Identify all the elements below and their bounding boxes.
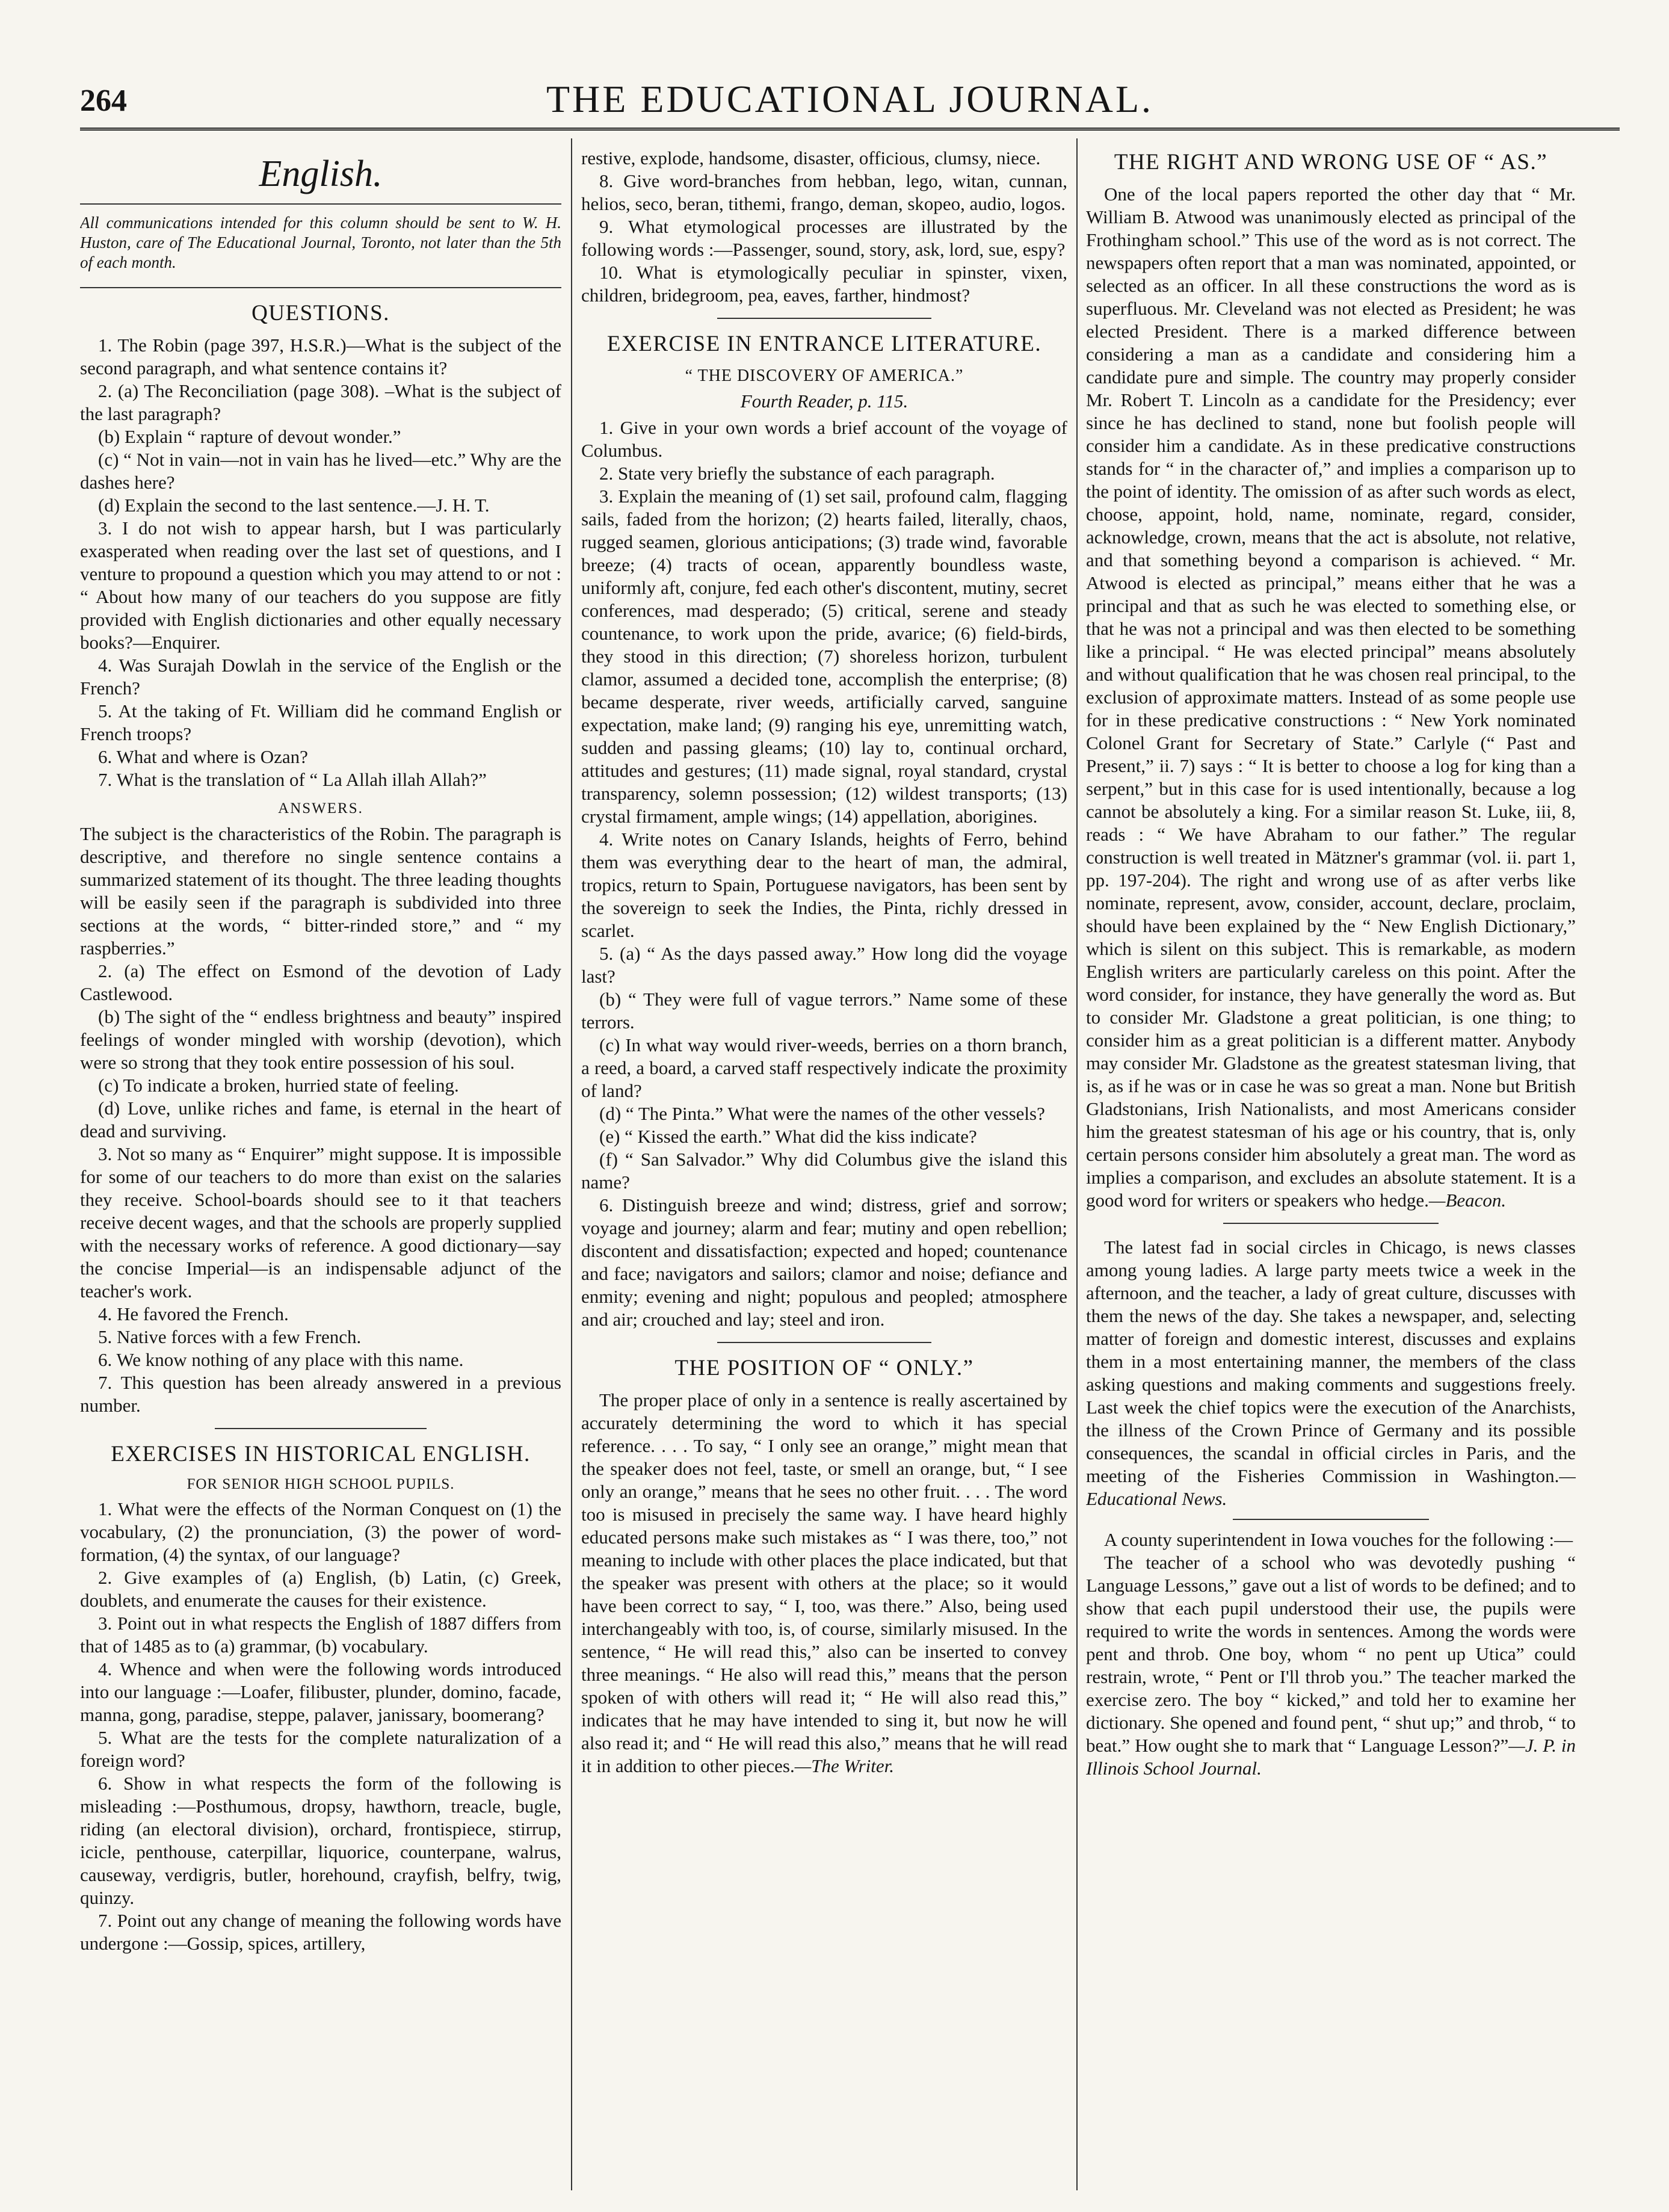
section-rule — [215, 1428, 427, 1429]
position-of-only-heading: THE POSITION OF “ ONLY.” — [674, 1356, 974, 1380]
historical-english-heading: EXERCISES IN HISTORICAL ENGLISH. — [111, 1442, 531, 1466]
column-divider — [1076, 138, 1078, 2190]
entrance-literature-subheading: “ THE DISCOVERY OF AMERICA.” — [685, 366, 964, 385]
historical-question: 1. What were the effects of the Norman Conquest on (1) the vocabulary, (2) the pronunciation, (3) the power of word-formation, (4) the syntax, of our language? — [80, 1498, 561, 1565]
article-text: The proper place of only in a sentence is really ascertained by accurately determining the word to which it has special reference. . . . To say, “ I only see an orange,” might mean that the speaker does not feel, taste, or smell an orange, but, “ I see only an orange,” means that he sees no other fruit. . . . The word too is misused in precisely the same way. I have heard highly educated persons make such mistakes as “ I was there, too,” not meaning to include with other places the place indicated, but that the speaker was present with others at the place; so it would have been correct to say, “ I, too, was there.” Also, being used interchangeably with too, is, of course, similarly misused. In the sentence, “ He will read this,” also can be inserted to convey three meanings. “ He also will read this,” means that the person spoken of with others will read it; “ He will also read this,” indicates that he may have intended to sing it, but now he will also read it; and “ He will read this also,” means that he will read it in addition to other pieces. — [581, 1389, 1067, 1776]
historical-continued: restive, explode, handsome, disaster, officious, clumsy, niece. — [581, 147, 1041, 168]
section-rule — [80, 203, 561, 205]
section-rule — [1223, 1223, 1439, 1224]
article-text: One of the local papers reported the other day that “ Mr. William B. Atwood was unanimously elected as principal of the Frothingham school.” This use of the word as is not correct. The newspapers often report that a man was nominated, appointed, or selected as an officer. In all these constructions the word as is superfluous. Mr. Cleveland was not elected as President; he was elected President. There is a marked difference between considering a man as a candidate and considering him a candidate pure and simple. The country may properly consider Mr. Robert T. Lincoln as a candidate for the Presidency; ever since he has declined to stand, none but foolish people will consider him a candidate. As in these predicative constructions stands for “ in the character of,” and implies a comparison up to the point of identity. The omission of as after such words as elect, choose, appoint, hold, name, nominate, regard, consider, acknowledge, crown, means that the act is absolute, not relative, and that something beyond a comparison is achieved. “ Mr. Atwood is elected as principal,” means either that he was a principal and that as such he was elected to something else, or that he was not a principal and was then elected to be something like a principal. “ He was elected principal” means absolutely and without qualification that he was chosen real principal, to the exclusion of approximate matters. Instead of as some people use for in these predicative constructions : “ New York nominated Colonel Grant for Secretary of State.” Carlyle (“ Past and Present,” ii. 7) says : “ It is better to choose a log for king than a serpent,” but in this case for is used intentionally, because a log cannot be absolutely a king. For a similar reason St. Luke, iii, 8, reads : “ We have Abraham to our father.” The regular construction is well treated in Mätzner's grammar (vol. ii. part 1, pp. 197-204). The right and wrong use of as after verbs like nominate, represent, avow, consider, account, declare, proclaim, should have been explained by the “ New English Dictionary,” which is silent on this subject. This is remarkable, as modern English writers are particularly careless on this point. After the word consider, for instance, they have generally the word as. But to consider Mr. Gladstone a great politician, is one thing; to consider him as a great politician is a different matter. Anybody may consider Mr. Gladstone as the greatest statesman living, that is, as if he was or in case he was so great a man. None but British Gladstonians, Irish Nationalists, and most Americans consider him the greatest statesman of his age or his country, that is, only certain persons consider him absolutely a great man. The word as implies a comparison, and excludes an absolute statement. It is a good word for writers or speakers who hedge. — [1086, 184, 1576, 1211]
section-rule — [80, 287, 561, 288]
answer-item: 3. Not so many as “ Enquirer” might suppose. It is impossible for some of our teachers to do more than exist on the salaries they receive. School-boards should see to it that teachers receive decent wages, and that the schools are properly supplied with the necessary works of reference. A good dictionary—say the concise Imperial—is an indispensable adjunct of the teacher's work. — [80, 1143, 561, 1302]
entrance-question: 3. Explain the meaning of (1) set sail, profound calm, flagging sails, faded from the horizon; (2) hearts failed, literally, chaos, rugged seamen, glorious anticipations; (3) trade wind, favorable breeze; (4) tracts of ocean, apparently boundless waste, uniformly aft, conjure, fed each other's discontent, mutiny, secret conferences, mad desperado; (5) critical, serene and steady countenance, to work upon the pride, avarice; (6) field-birds, they stood in this direction; (7) shoreless horizon, turbulent clamor, assumed a decided tone, accomplish the enterprise; (8) became desperate, river weeds, artificially carved, sanguine expectation, make land; (9) ranging his eye, unremitting watch, sudden and passing gleams; (10) lay to, continual orchard, attitudes and gestures; (11) made signal, royal standard, crystal transparency, solemn possession; (12) wildest transports; (13) crystal firmament, ample wings; (14) appellation, aborigines. — [581, 486, 1067, 827]
entrance-question: 4. Write notes on Canary Islands, heights of Ferro, behind them was everything dear to the heart of man, the admiral, tropics, return to Spain, Portuguese navigators, has been sent by the sovereign to seek the Indies, the Pinta, richly dressed in scarlet. — [581, 829, 1067, 941]
question-item: (c) “ Not in vain—not in vain has he lived—etc.” Why are the dashes here? — [80, 449, 561, 493]
entrance-literature-reference: Fourth Reader, p. 115. — [740, 391, 909, 412]
historical-question: 3. Point out in what respects the English of 1887 differs from that of 1485 as to (a) grammar, (b) vocabulary. — [80, 1613, 561, 1657]
question-item: 5. At the taking of Ft. William did he command English or French troops? — [80, 700, 561, 744]
question-item: 1. The Robin (page 397, H.S.R.)—What is the subject of the second paragraph, and what sentence contains it? — [80, 335, 561, 378]
iowa-anecdote — [1086, 1551, 1576, 1780]
question-item: 3. I do not wish to appear harsh, but I was particularly exasperated when reading over the last set of questions, and I venture to propound a question which you may attend to or not : “ About how many of our teachers do you suppose are fitly provided with English dictionaries and other equally necessary books?—Enquirer. — [80, 517, 561, 653]
column-middle — [581, 147, 1067, 2193]
questions-heading: QUESTIONS. — [251, 301, 390, 326]
entrance-question: (f) “ San Salvador.” Why did Columbus give the island this name? — [581, 1149, 1067, 1193]
column-right — [1086, 147, 1576, 2193]
question-item: 2. (a) The Reconciliation (page 308). –What is the subject of the last paragraph? — [80, 380, 561, 424]
answer-item: (d) Love, unlike riches and fame, is eternal in the heart of dead and surviving. — [80, 1098, 561, 1142]
question-item: 6. What and where is Ozan? — [98, 746, 308, 767]
news-classes-body — [1086, 1236, 1576, 1510]
entrance-literature-heading: EXERCISE IN ENTRANCE LITERATURE. — [606, 332, 1042, 356]
section-rule — [717, 318, 931, 319]
entrance-question: (d) “ The Pinta.” What were the names of the other vessels? — [599, 1103, 1045, 1124]
article-source: —The Writer. — [794, 1755, 895, 1776]
entrance-question: (e) “ Kissed the earth.” What did the kiss indicate? — [599, 1126, 977, 1147]
historical-question: 4. Whence and when were the following words introduced into our language :—Loafer, filibuster, plunder, domino, facade, manna, gong, paradise, steppe, palaver, janissary, boomerang? — [80, 1658, 561, 1725]
entrance-question: 1. Give in your own words a brief account of the voyage of Columbus. — [581, 417, 1067, 461]
article-source: —Educational News. — [1086, 1465, 1576, 1509]
answers-heading: ANSWERS. — [278, 800, 363, 817]
header-rule — [80, 128, 1620, 131]
section-rule — [1233, 1519, 1429, 1520]
entrance-question: 5. (a) “ As the days passed away.” How long did the voyage last? — [581, 943, 1067, 987]
entrance-question: (b) “ They were full of vague terrors.” Name some of these terrors. — [581, 989, 1067, 1033]
entrance-question: 6. Distinguish breeze and wind; distress, grief and sorrow; voyage and journey; alarm and fear; mutiny and open rebellion; discontent and dissatisfaction; expected and hoped; countenance and face; navigators and sailors; clamor and noise; defiance and enmity; evening and night; populous and peopled; atmosphere and air; crouched and lay; steel and iron. — [581, 1194, 1067, 1330]
historical-question: 10. What is etymologically peculiar in spinster, vixen, children, bridegroom, pea, eaves, farther, hindmost? — [581, 262, 1067, 306]
iowa-intro: A county superintendent in Iowa vouches for the following :— — [1104, 1529, 1573, 1550]
page-number: 264 — [80, 84, 127, 118]
article-source: —Beacon. — [1428, 1190, 1507, 1211]
entrance-question: (c) In what way would river-weeds, berries on a thorn branch, a reed, a board, a carved staff respectively indicate the proximity of land? — [581, 1034, 1067, 1101]
masthead — [80, 72, 1620, 130]
historical-question: 8. Give word-branches from hebban, lego, witan, cunnan, helios, seco, beran, tithemi, frango, deman, skopeo, audio, logos. — [581, 170, 1067, 214]
use-of-as-heading: THE RIGHT AND WRONG USE OF “ AS.” — [1114, 150, 1548, 175]
answer-item: The subject is the characteristics of the Robin. The paragraph is descriptive, and therefore no single sentence contains a summarized statement of its thought. The three leading thoughts will be easily seen if the paragraph is subdivided into three sections at the words, “ bitter-rinded store,” and “ my raspberries.” — [80, 823, 561, 959]
answer-item: 4. He favored the French. — [98, 1303, 289, 1324]
journal-title: THE EDUCATIONAL JOURNAL. — [546, 78, 1154, 120]
article-source: —J. P. in Illinois School Journal. — [1086, 1735, 1576, 1779]
department-title: English. — [259, 153, 383, 194]
column-divider — [571, 138, 572, 2190]
historical-question: 7. Point out any change of meaning the following words have undergone :—Gossip, spices, artillery, — [80, 1910, 561, 1954]
answer-item: (b) The sight of the “ endless brightness and beauty” inspired feelings of wonder mingled with worship (devotion), which were so strong that they took entire possession of his soul. — [80, 1006, 561, 1073]
historical-question: 2. Give examples of (a) English, (b) Latin, (c) Greek, doublets, and enumerate the causes for their existence. — [80, 1567, 561, 1611]
historical-question: 5. What are the tests for the complete naturalization of a foreign word? — [80, 1727, 561, 1771]
historical-english-subheading: FOR SENIOR HIGH SCHOOL PUPILS. — [187, 1476, 455, 1492]
historical-question: 9. What etymological processes are illustrated by the following words :—Passenger, sound, story, ask, lord, sue, espy? — [581, 216, 1067, 260]
article-text: The latest fad in social circles in Chicago, is news classes among young ladies. A large party meets twice a week in the afternoon, and the teacher, a lady of great culture, discusses with them the news of the day. She takes a newspaper, and, selecting matter of foreign and domestic interest, discusses and explains them in a most entertaining manner, the members of the class asking questions and making comments and suggestions freely. Last week the chief topics were the execution of the Anarchists, the illness of the Crown Prince of Germany and its possible consequences, the scandal in official circles in Paris, and the meeting of the Fisheries Commission in Washington. — [1086, 1237, 1576, 1486]
use-of-as-body — [1086, 183, 1576, 1212]
question-item: 4. Was Surajah Dowlah in the service of the English or the French? — [80, 655, 561, 699]
column-left — [80, 147, 561, 2193]
question-item: (b) Explain “ rapture of devout wonder.” — [98, 426, 401, 447]
answer-item: 6. We know nothing of any place with this name. — [98, 1349, 464, 1370]
answer-item: 5. Native forces with a few French. — [98, 1326, 362, 1347]
historical-question: 6. Show in what respects the form of the following is misleading :—Posthumous, dropsy, hawthorn, treacle, bugle, riding (an electoral division), orchard, frontispiece, stirrup, icicle, penthouse, caterpillar, liquorice, counterpane, walrus, causeway, verdigris, butler, horehound, crayfish, belfry, twig, quinzy. — [80, 1773, 561, 1908]
entrance-question: 2. State very briefly the substance of each paragraph. — [599, 463, 995, 484]
position-of-only-body — [581, 1389, 1067, 1778]
answer-item: 7. This question has been already answered in a previous number. — [80, 1372, 561, 1416]
answer-item: 2. (a) The effect on Esmond of the devotion of Lady Castlewood. — [80, 960, 561, 1004]
section-rule — [717, 1342, 931, 1343]
answer-item: (c) To indicate a broken, hurried state of feeling. — [98, 1075, 459, 1096]
question-item: 7. What is the translation of “ La Allah illah Allah?” — [98, 769, 487, 790]
question-item: (d) Explain the second to the last sentence.—J. H. T. — [98, 495, 490, 516]
article-text: The teacher of a school who was devotedly pushing “ Language Lessons,” gave out a list of words to be defined; and to show that each pupil understood their use, the pupils were required to write the words in sentences. Among the words were pent and throb. One boy, whom “ no pent up Utica” could restrain, wrote, “ Pent or I'll throb you.” The teacher marked the exercise zero. The boy “ kicked,” and told her to examine her dictionary. She opened and found pent, “ shut up;” and throb, “ to beat.” How ought she to mark that “ Language Lesson?” — [1086, 1552, 1576, 1756]
submission-notice: All communications intended for this column should be sent to W. H. Huston, care of The Educational Journal, Toronto, not later than the 5th of each month. — [80, 214, 561, 271]
